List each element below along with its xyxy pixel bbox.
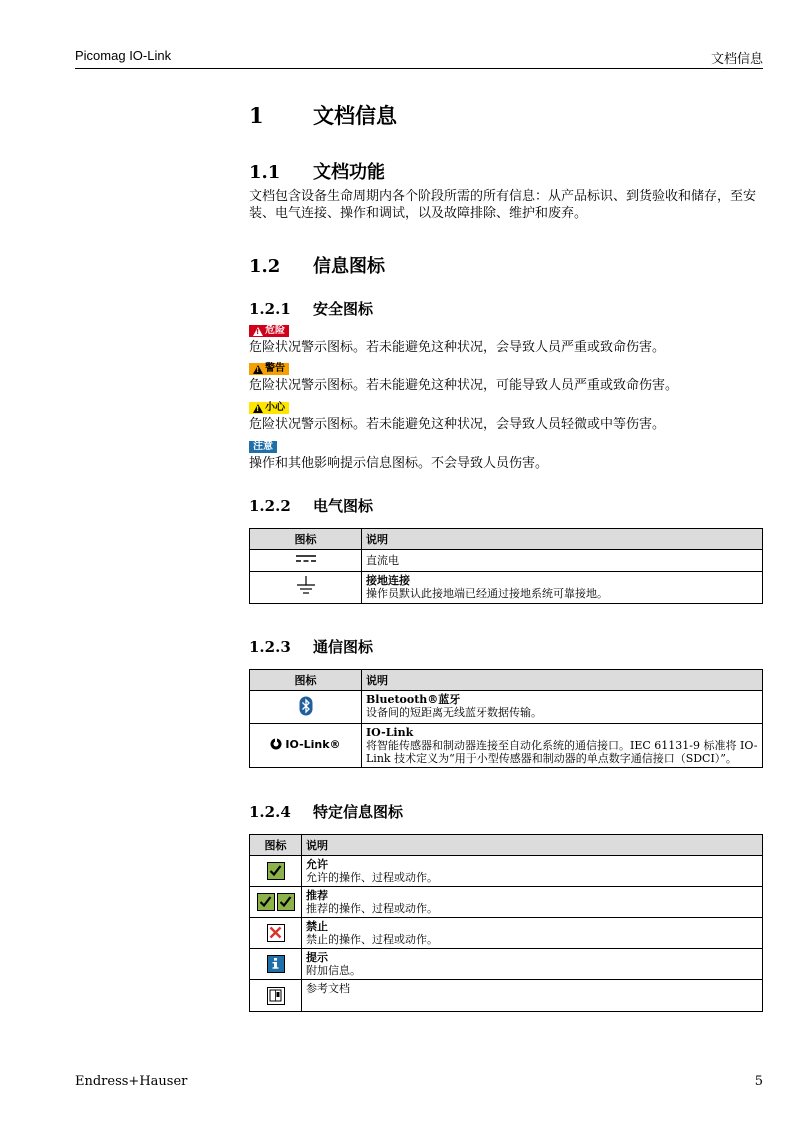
preferred-desc: 推荐的操作、过程或动作。	[306, 902, 438, 915]
dc-desc: 直流电	[362, 550, 763, 572]
footer-page-number: 5	[754, 1074, 763, 1089]
notice-badge	[249, 441, 277, 453]
section-number: 1.1	[249, 162, 281, 183]
col-header-desc: 说明	[302, 835, 763, 856]
section-title: 通信图标	[313, 638, 374, 656]
bluetooth-desc-cell	[362, 691, 763, 724]
section-number: 1.2	[249, 256, 281, 277]
forbidden-desc-cell	[302, 918, 763, 949]
permitted-icon	[250, 856, 302, 887]
section-number: 1.2.1	[249, 300, 291, 318]
table-row	[250, 724, 763, 768]
col-header-desc: 说明	[362, 529, 763, 550]
document-function-text: 文档包含设备生命周期内各个阶段所需的所有信息：从产品标识、到货验收和储存，至安装、电气连接、操作和调试，以及故障排除、维护和废弃。	[249, 189, 757, 221]
section-title: 电气图标	[313, 497, 374, 515]
permitted-title: 允许	[306, 858, 328, 871]
section-heading-1-2-4	[249, 801, 403, 822]
table-header-row	[250, 670, 763, 691]
caution-badge-label: 小心	[265, 402, 285, 413]
tip-icon	[250, 949, 302, 980]
tip-desc-cell	[302, 949, 763, 980]
warning-text: 危险状况警示图标。若未能避免这种状况，可能导致人员严重或致命伤害。	[249, 378, 679, 393]
dc-icon	[250, 550, 362, 572]
table-row	[250, 550, 763, 572]
col-header-desc: 说明	[362, 670, 763, 691]
warning-badge-label: 警告	[265, 363, 285, 374]
table-row	[250, 918, 763, 949]
tip-desc: 附加信息。	[306, 964, 361, 977]
io-link-desc: 将智能传感器和制动器连接至自动化系统的通信接口。IEC 61131-9 标准将 IO-Link 技术定义为“用于小型传感器和制动器的单点数字通信接口（SDCI）”。	[366, 739, 758, 765]
table-header-row	[250, 529, 763, 550]
table-header-row	[250, 835, 763, 856]
caution-badge	[249, 402, 289, 414]
permitted-desc: 允许的操作、过程或动作。	[306, 871, 438, 884]
col-header-icon: 图标	[250, 670, 362, 691]
communication-symbols-table	[249, 669, 763, 768]
header-chapter-title: 文档信息	[710, 51, 763, 66]
table-row	[250, 691, 763, 724]
io-link-symbol-icon	[270, 738, 282, 750]
section-title: 信息图标	[313, 256, 385, 277]
header-rule	[75, 68, 763, 69]
col-header-icon: 图标	[250, 835, 302, 856]
notice-text: 操作和其他影响提示信息图标。不会导致人员伤害。	[249, 456, 549, 471]
section-title: 文档功能	[313, 162, 385, 183]
table-row	[250, 572, 763, 604]
electrical-symbols-table	[249, 528, 763, 604]
forbidden-icon	[250, 918, 302, 949]
caution-text: 危险状况警示图标。若未能避免这种状况，会导致人员轻微或中等伤害。	[249, 417, 666, 432]
warning-triangle-icon: !	[253, 404, 263, 413]
section-number: 1.2.4	[249, 803, 291, 821]
preferred-desc-cell	[302, 887, 763, 918]
io-link-logo-text: IO-Link®	[285, 737, 341, 751]
section-heading-1-2-2	[249, 495, 373, 516]
danger-badge	[249, 325, 289, 337]
bluetooth-desc: 设备间的短距离无线蓝牙数据传输。	[366, 706, 542, 719]
section-title: 特定信息图标	[313, 803, 404, 821]
reference-doc-icon	[250, 980, 302, 1012]
notice-badge-label: 注意	[253, 441, 273, 452]
section-number: 1.2.2	[249, 497, 291, 515]
chapter-number: 1	[249, 103, 264, 128]
ground-desc: 操作员默认此接地端已经通过接地系统可靠接地。	[366, 587, 608, 600]
danger-text: 危险状况警示图标。若未能避免这种状况，会导致人员严重或致命伤害。	[249, 340, 666, 355]
io-link-title: IO-Link	[366, 726, 414, 739]
io-link-desc-cell	[362, 724, 763, 768]
chapter-title: 文档信息	[313, 103, 397, 128]
preferred-title: 推荐	[306, 889, 328, 902]
section-title: 安全图标	[313, 300, 374, 318]
warning-triangle-icon: !	[253, 327, 263, 336]
section-heading-1-1	[249, 158, 385, 184]
footer-company: Endress+Hauser	[75, 1074, 188, 1089]
bluetooth-icon	[250, 691, 362, 724]
ground-icon	[250, 572, 362, 604]
header-product-name: Picomag IO-Link	[75, 48, 172, 63]
tip-title: 提示	[306, 951, 328, 964]
danger-badge-label: 危险	[265, 325, 285, 336]
chapter-heading	[249, 100, 397, 130]
table-row	[250, 949, 763, 980]
forbidden-title: 禁止	[306, 920, 328, 933]
section-heading-1-2-3	[249, 636, 373, 657]
specific-info-symbols-table	[249, 834, 763, 1012]
permitted-desc-cell	[302, 856, 763, 887]
table-row	[250, 887, 763, 918]
ground-desc-cell	[362, 572, 763, 604]
reference-doc-desc: 参考文档	[302, 980, 763, 1012]
table-row	[250, 856, 763, 887]
section-heading-1-2-1	[249, 298, 373, 319]
forbidden-desc: 禁止的操作、过程或动作。	[306, 933, 438, 946]
section-heading-1-2	[249, 252, 385, 278]
io-link-logo	[250, 724, 362, 768]
preferred-icon	[250, 887, 302, 918]
table-row	[250, 980, 763, 1012]
col-header-icon: 图标	[250, 529, 362, 550]
section-number: 1.2.3	[249, 638, 291, 656]
ground-title: 接地连接	[366, 574, 410, 587]
bluetooth-title: Bluetooth®蓝牙	[366, 693, 461, 706]
warning-badge	[249, 363, 289, 375]
warning-triangle-icon: !	[253, 365, 263, 374]
